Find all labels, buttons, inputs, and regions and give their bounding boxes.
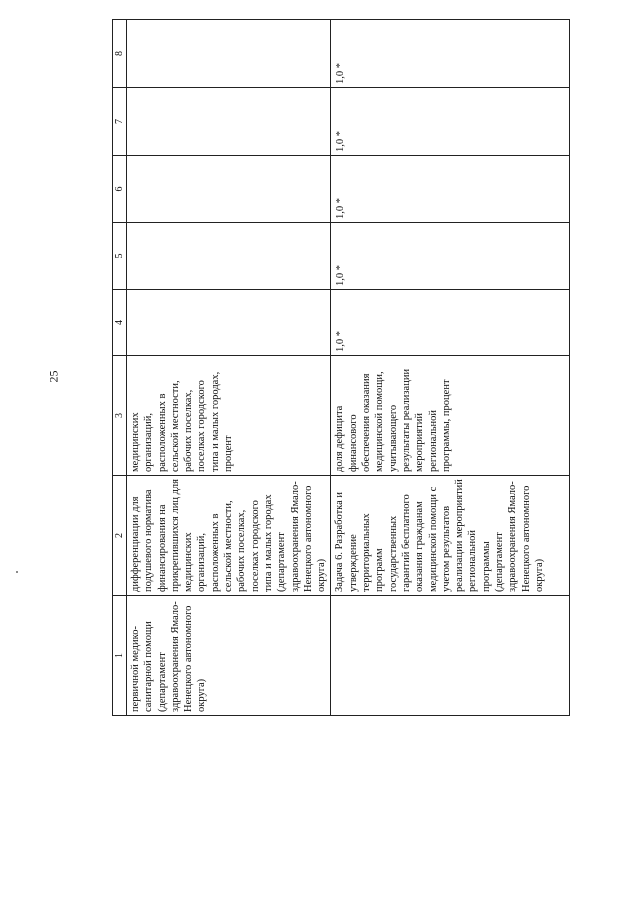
cell-task: Задача 6. Разработка и утверждение территориальных программ государственных гарантий бесплатного оказания гражданам медицинской помощи с учетом результатов реализации мероприятий региональной программы (департамент здравоохранения Ямало-Ненецкого автономного округа) xyxy=(331,476,570,596)
column-number: 4 xyxy=(113,290,127,356)
column-number: 2 xyxy=(113,476,127,596)
column-number: 6 xyxy=(113,156,127,223)
column-number: 3 xyxy=(113,356,127,476)
table-container xyxy=(112,20,549,716)
cell-value: 1,0 * xyxy=(331,290,570,356)
cell-task: дифференциации для подушевого норматива финансирования на прикрепившихся лиц для медицинских организаций, расположенных в сельской местности, рабочих поселках, поселках городского типа и малых городах (департамент здравоохранения Ямало-Ненецкого автономного округа) xyxy=(127,476,331,596)
cell-indicator: медицинских организаций, расположенных в сельской местности, рабочих поселках, поселках городского типа и малых городах, процент xyxy=(127,356,331,476)
cell-program-section xyxy=(331,596,570,716)
cell-value: 1,0 * xyxy=(331,156,570,223)
cell-value xyxy=(127,88,331,156)
column-number: 8 xyxy=(113,20,127,88)
cell-value xyxy=(127,290,331,356)
targets-table xyxy=(112,19,570,716)
page-number: 25 xyxy=(46,370,61,383)
cell-value: 1,0 * xyxy=(331,88,570,156)
cell-value: 1,0 * xyxy=(331,20,570,88)
cell-value xyxy=(127,223,331,290)
column-number: 5 xyxy=(113,223,127,290)
column-number: 7 xyxy=(113,88,127,156)
rotated-table-wrapper xyxy=(112,20,549,716)
cell-value: 1,0 * xyxy=(331,223,570,290)
cell-value xyxy=(127,20,331,88)
table-row xyxy=(127,20,331,716)
scan-speck xyxy=(16,571,18,573)
column-number: 1 xyxy=(113,596,127,716)
cell-value xyxy=(127,156,331,223)
column-number-row xyxy=(113,20,127,716)
table-row xyxy=(331,20,570,716)
cell-indicator: доля дефицита финансового обеспечения оказания медицинской помощи, учитывающего результаты реализации мероприятий региональной программы, процент xyxy=(331,356,570,476)
cell-program-section: первичной медико-санитарной помощи (департамент здравоохранения Ямало-Ненецкого автономного округа) xyxy=(127,596,331,716)
